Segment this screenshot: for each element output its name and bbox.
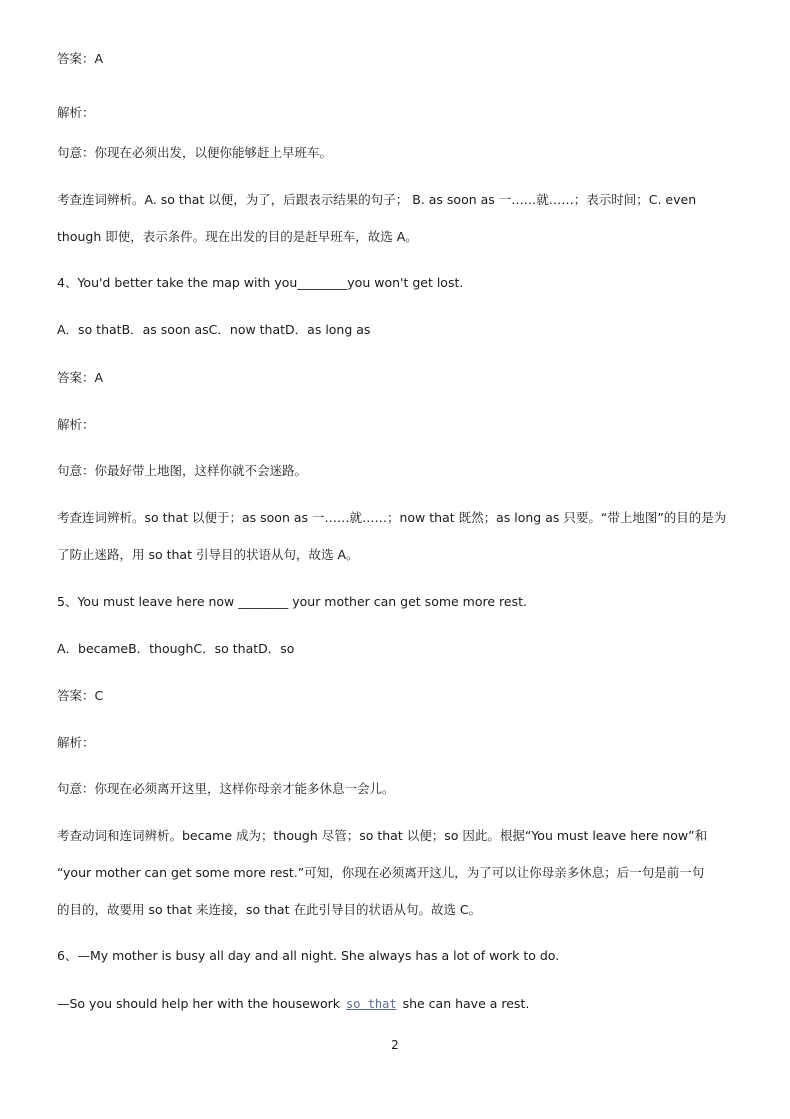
- question-5: 5、You must leave here now ________ your mother can get some more rest.: [57, 594, 527, 609]
- answer-line: 答案：A: [57, 370, 104, 385]
- explanation-line: 考查连词辨析。A. so that 以便，为了，后跟表示结果的句子； B. as soon as 一……就……；表示时间；C. even: [57, 192, 697, 207]
- sentence-meaning: 句意：你最好带上地图，这样你就不会迷路。: [57, 463, 308, 478]
- options-4: A．so thatB．as soon asC．now thatD．as long as: [57, 322, 371, 337]
- question-4: 4、You'd better take the map with you________you won't get lost.: [57, 275, 464, 290]
- analysis-label: 解析：: [57, 105, 95, 120]
- sentence-meaning: 句意：你现在必须离开这里，这样你母亲才能多休息一会儿。: [57, 781, 395, 796]
- filled-blank: so that: [346, 997, 397, 1011]
- explanation-line: “your mother can get some more rest.”可知，你现在必须离开这儿，为了可以让你母亲多休息；后一句是前一句: [57, 865, 705, 880]
- answer-line: 答案：A: [57, 51, 104, 66]
- options-5: A．becameB．thoughC．so thatD．so: [57, 641, 295, 656]
- explanation-line: 的目的，故要用 so that 来连接，so that 在此引导目的状语从句。故选 C。: [57, 902, 482, 917]
- reply-text-before: —So you should help her with the housework: [57, 996, 341, 1011]
- question-6: 6、—My mother is busy all day and all night. She always has a lot of work to do.: [57, 948, 560, 963]
- question-6-reply: [57, 996, 750, 1012]
- explanation-line: though 即使，表示条件。现在出发的目的是赶早班车，故选 A。: [57, 229, 418, 244]
- page-number: 2: [391, 1038, 399, 1052]
- analysis-label: 解析：: [57, 735, 95, 750]
- reply-text-after: she can have a rest.: [402, 996, 530, 1011]
- explanation-line: 考查动词和连词辨析。became 成为；though 尽管；so that 以便；so 因此。根据“You must leave here now”和: [57, 828, 708, 843]
- sentence-meaning: 句意：你现在必须出发，以便你能够赶上早班车。: [57, 145, 333, 160]
- answer-line: 答案：C: [57, 688, 104, 703]
- explanation-line: 了防止迷路，用 so that 引导目的状语从句，故选 A。: [57, 547, 359, 562]
- explanation-line: 考查连词辨析。so that 以便于；as soon as 一……就……；now that 既然；as long as 只要。“带上地图”的目的是为: [57, 510, 727, 525]
- analysis-label: 解析：: [57, 417, 95, 432]
